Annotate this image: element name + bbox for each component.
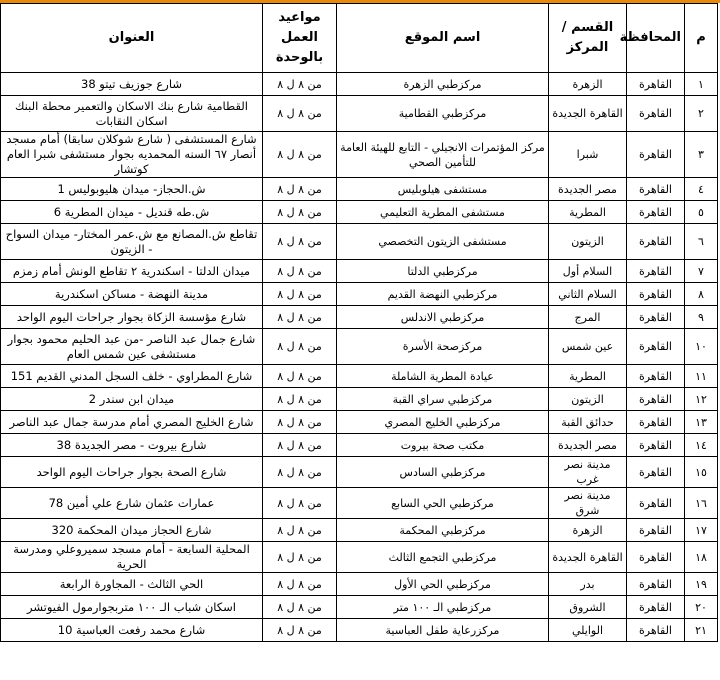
table-row: [1, 132, 718, 178]
row-site: مركزطبي الحي السابع: [337, 488, 549, 519]
row-governorate: القاهرة: [627, 488, 685, 519]
row-address: مدينة النهضة - مساكن اسكندرية: [1, 283, 263, 306]
header-row: [1, 4, 718, 73]
table-row: [1, 224, 718, 260]
row-section: الزيتون: [549, 224, 627, 260]
row-section: المطرية: [549, 365, 627, 388]
row-address: شارع بيروت - مصر الجديدة 38: [1, 434, 263, 457]
row-address: شارع محمد رفعت العباسية 10: [1, 619, 263, 642]
row-site: مركزطبي الـ ١٠٠ متر: [337, 596, 549, 619]
row-governorate: القاهرة: [627, 542, 685, 573]
row-site: مستشفى الزيتون التخصصي: [337, 224, 549, 260]
row-section: مدينة نصر غرب: [549, 457, 627, 488]
row-site: عيادة المطرية الشاملة: [337, 365, 549, 388]
row-governorate: القاهرة: [627, 201, 685, 224]
row-num: ١٣: [685, 411, 718, 434]
row-section: مدينة نصر شرق: [549, 488, 627, 519]
row-section: المرج: [549, 306, 627, 329]
header-hours: مواعيد العمل بالوحدة: [263, 4, 337, 73]
table-row: [1, 411, 718, 434]
row-section: عين شمس: [549, 329, 627, 365]
table-row: [1, 306, 718, 329]
row-num: ١٩: [685, 573, 718, 596]
row-site: مركز المؤتمرات الانجيلي - التابع للهيئة العامة للتأمين الصحي: [337, 132, 549, 178]
row-hours: من ٨ ل ٨: [263, 306, 337, 329]
table-body: [1, 73, 718, 642]
row-section: المطرية: [549, 201, 627, 224]
row-site: مستشفى هيلوبليس: [337, 178, 549, 201]
row-site: مكتب صحة بيروت: [337, 434, 549, 457]
row-hours: من ٨ ل ٨: [263, 519, 337, 542]
row-num: ١٦: [685, 488, 718, 519]
row-address: شارع الخليج المصري أمام مدرسة جمال عبد الناصر: [1, 411, 263, 434]
row-hours: من ٨ ل ٨: [263, 329, 337, 365]
row-governorate: القاهرة: [627, 434, 685, 457]
header-num: م: [685, 4, 718, 73]
row-num: ٣: [685, 132, 718, 178]
table-row: [1, 96, 718, 132]
row-hours: من ٨ ل ٨: [263, 434, 337, 457]
row-site: مستشفى المطرية التعليمي: [337, 201, 549, 224]
row-address: شارع مؤسسة الزكاة بجوار جراحات اليوم الواحد: [1, 306, 263, 329]
row-section: القاهرة الجديدة: [549, 96, 627, 132]
table-row: [1, 434, 718, 457]
row-num: ٢: [685, 96, 718, 132]
row-section: مصر الجديدة: [549, 434, 627, 457]
row-address: عمارات عثمان شارع علي أمين 78: [1, 488, 263, 519]
table-row: [1, 388, 718, 411]
row-num: ٤: [685, 178, 718, 201]
row-site: مركزطبي الزهرة: [337, 73, 549, 96]
row-section: الزهرة: [549, 519, 627, 542]
row-governorate: القاهرة: [627, 365, 685, 388]
row-site: مركزطبي سراي القبة: [337, 388, 549, 411]
row-address: ميدان ابن سندر 2: [1, 388, 263, 411]
row-num: ٧: [685, 260, 718, 283]
row-governorate: القاهرة: [627, 457, 685, 488]
row-hours: من ٨ ل ٨: [263, 388, 337, 411]
row-governorate: القاهرة: [627, 411, 685, 434]
row-section: السلام أول: [549, 260, 627, 283]
row-site: مركزرعاية طفل العباسية: [337, 619, 549, 642]
row-section: الوايلي: [549, 619, 627, 642]
row-hours: من ٨ ل ٨: [263, 619, 337, 642]
row-hours: من ٨ ل ٨: [263, 411, 337, 434]
row-hours: من ٨ ل ٨: [263, 260, 337, 283]
table-row: [1, 519, 718, 542]
row-num: ١٨: [685, 542, 718, 573]
table-row: [1, 457, 718, 488]
row-section: مصر الجديدة: [549, 178, 627, 201]
row-hours: من ٨ ل ٨: [263, 178, 337, 201]
row-num: ١٢: [685, 388, 718, 411]
row-governorate: القاهرة: [627, 73, 685, 96]
row-address: شارع جوزيف تيتو 38: [1, 73, 263, 96]
row-address: المحلية السابعة - أمام مسجد سميروعلي ومدرسة الحرية: [1, 542, 263, 573]
row-hours: من ٨ ل ٨: [263, 457, 337, 488]
row-hours: من ٨ ل ٨: [263, 542, 337, 573]
row-address: اسكان شباب الـ ١٠٠ متربجوارمول الفيوتشر: [1, 596, 263, 619]
row-site: مركزطبي المحكمة: [337, 519, 549, 542]
row-governorate: القاهرة: [627, 573, 685, 596]
row-section: شبرا: [549, 132, 627, 178]
row-num: ١: [685, 73, 718, 96]
row-site: مركزصحة الأسرة: [337, 329, 549, 365]
row-hours: من ٨ ل ٨: [263, 365, 337, 388]
row-governorate: القاهرة: [627, 132, 685, 178]
row-address: ش.الحجاز- ميدان هليوبوليس 1: [1, 178, 263, 201]
row-num: ٨: [685, 283, 718, 306]
row-governorate: القاهرة: [627, 178, 685, 201]
row-section: الزيتون: [549, 388, 627, 411]
row-section: الزهرة: [549, 73, 627, 96]
row-hours: من ٨ ل ٨: [263, 96, 337, 132]
row-site: مركزطبي الدلتا: [337, 260, 549, 283]
header-governorate: المحافظة: [627, 4, 685, 73]
row-site: مركزطبي القطامية: [337, 96, 549, 132]
row-address: ش.طه قنديل - ميدان المطرية 6: [1, 201, 263, 224]
row-num: ٩: [685, 306, 718, 329]
row-hours: من ٨ ل ٨: [263, 224, 337, 260]
table-row: [1, 260, 718, 283]
row-governorate: القاهرة: [627, 96, 685, 132]
row-num: ١٧: [685, 519, 718, 542]
row-address: الحي الثالث - المجاورة الرابعة: [1, 573, 263, 596]
row-site: مركزطبي الاندلس: [337, 306, 549, 329]
row-hours: من ٨ ل ٨: [263, 488, 337, 519]
row-num: ١٤: [685, 434, 718, 457]
row-section: القاهرة الجديدة: [549, 542, 627, 573]
table-row: [1, 542, 718, 573]
row-site: مركزطبي النهضة القديم: [337, 283, 549, 306]
row-address: تقاطع ش.المصانع مع ش.عمر المختار- ميدان السواح - الزيتون: [1, 224, 263, 260]
row-governorate: القاهرة: [627, 596, 685, 619]
row-governorate: القاهرة: [627, 260, 685, 283]
row-hours: من ٨ ل ٨: [263, 201, 337, 224]
row-hours: من ٨ ل ٨: [263, 596, 337, 619]
row-address: ميدان الدلتا - اسكندرية ٢ تقاطع الونش أمام زمزم: [1, 260, 263, 283]
row-site: مركزطبي السادس: [337, 457, 549, 488]
row-address: شارع المستشفى ( شارع شوكلان سابقا) أمام مسجد أنصار ٦٧ السنه المحمديه بجوار مستشفى شبرا العام كوتشار: [1, 132, 263, 178]
header-site: اسم الموقع: [337, 4, 549, 73]
table-row: [1, 488, 718, 519]
row-address: القطامية شارع بنك الاسكان والتعمير محطة البنك اسكان النقابات: [1, 96, 263, 132]
table-row: [1, 596, 718, 619]
row-num: ١٠: [685, 329, 718, 365]
header-address: العنوان: [1, 4, 263, 73]
row-num: ٦: [685, 224, 718, 260]
row-num: ١٥: [685, 457, 718, 488]
row-section: بدر: [549, 573, 627, 596]
row-address: شارع الصحة بجوار جراحات اليوم الواحد: [1, 457, 263, 488]
row-site: مركزطبي التجمع الثالث: [337, 542, 549, 573]
table-row: [1, 283, 718, 306]
row-num: ١١: [685, 365, 718, 388]
row-section: الشروق: [549, 596, 627, 619]
row-num: ٥: [685, 201, 718, 224]
table-row: [1, 365, 718, 388]
table-row: [1, 619, 718, 642]
header-section: القسم / المركز: [549, 4, 627, 73]
row-governorate: القاهرة: [627, 306, 685, 329]
row-section: حدائق القبة: [549, 411, 627, 434]
row-address: شارع المطراوي - خلف السجل المدني القديم 151: [1, 365, 263, 388]
table-row: [1, 73, 718, 96]
row-address: شارع جمال عبد الناصر -من عبد الحليم محمود بجوار مستشفى عين شمس العام: [1, 329, 263, 365]
row-num: ٢١: [685, 619, 718, 642]
health-centers-table: [0, 3, 718, 642]
row-num: ٢٠: [685, 596, 718, 619]
row-site: مركزطبي الخليج المصري: [337, 411, 549, 434]
row-section: السلام الثاني: [549, 283, 627, 306]
table-row: [1, 178, 718, 201]
table-row: [1, 573, 718, 596]
row-address: شارع الحجاز ميدان المحكمة 320: [1, 519, 263, 542]
row-governorate: القاهرة: [627, 388, 685, 411]
row-governorate: القاهرة: [627, 329, 685, 365]
table-row: [1, 329, 718, 365]
row-site: مركزطبي الحي الأول: [337, 573, 549, 596]
row-hours: من ٨ ل ٨: [263, 132, 337, 178]
row-hours: من ٨ ل ٨: [263, 573, 337, 596]
table-row: [1, 201, 718, 224]
row-governorate: القاهرة: [627, 519, 685, 542]
row-governorate: القاهرة: [627, 619, 685, 642]
row-hours: من ٨ ل ٨: [263, 283, 337, 306]
row-governorate: القاهرة: [627, 224, 685, 260]
row-hours: من ٨ ل ٨: [263, 73, 337, 96]
row-governorate: القاهرة: [627, 283, 685, 306]
